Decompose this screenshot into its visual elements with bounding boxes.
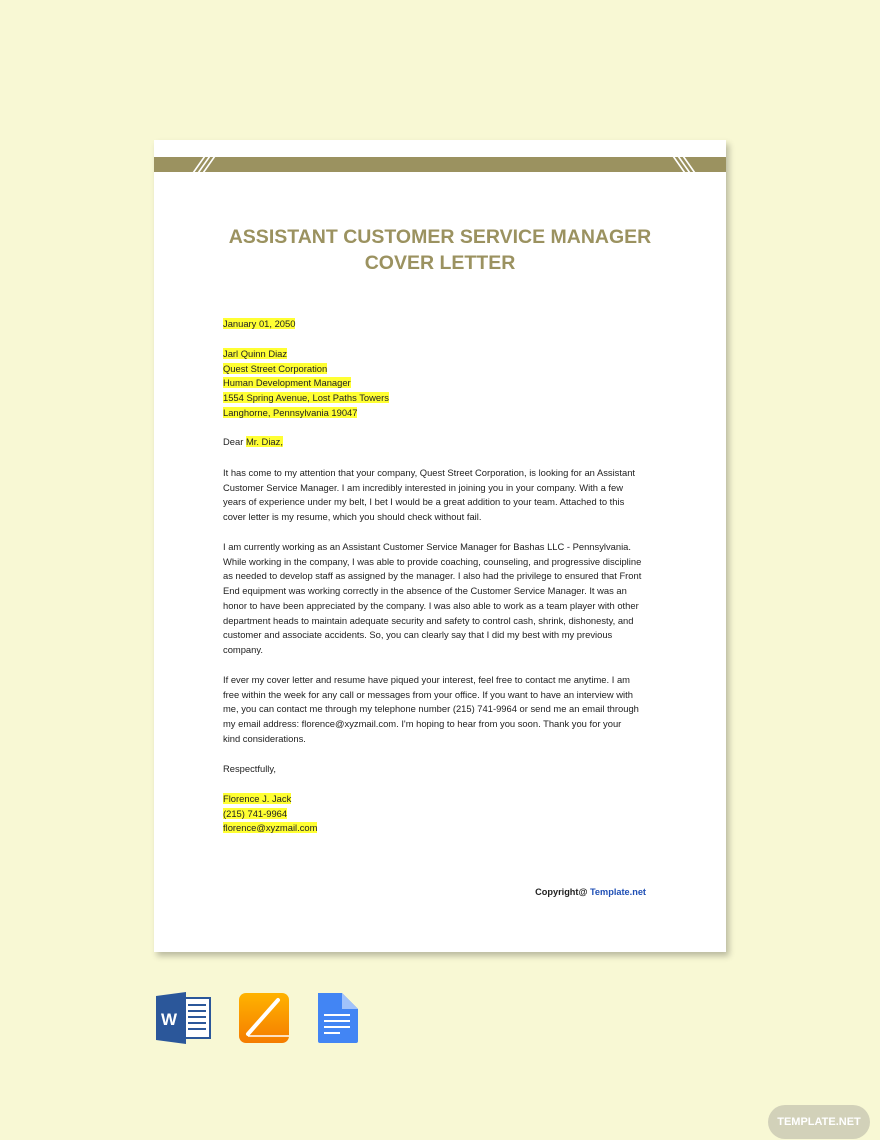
paragraph-line: If ever my cover letter and resume have piqued your interest, feel free to contact me anytime. I am xyxy=(223,674,630,685)
recipient-address: 1554 Spring Avenue, Lost Paths Towers xyxy=(223,392,389,404)
paragraph-2 xyxy=(223,540,641,658)
paragraph-line: company. xyxy=(223,643,263,655)
paragraph-line: End equipment was working correctly in the absence of the Customer Service Manager. It was an xyxy=(223,585,627,597)
paragraph-line: It has come to my attention that your company, Quest Street Corporation, is looking for an Assistant xyxy=(223,467,636,478)
recipient-company: Quest Street Corporation xyxy=(223,362,328,374)
closing: Respectfully, xyxy=(223,763,276,774)
paragraph-line: honor to have been appreciated by the company. I was also able to work as a team player with other xyxy=(223,599,639,611)
paragraph-line: years of experience under my belt, I bet I would be a great addition to your team. Attached to this xyxy=(223,496,625,508)
paragraph-line: department heads to maintain adequate security and safety to control cash, shrink, dishonesty, and xyxy=(223,614,634,626)
salutation xyxy=(223,435,283,450)
title-line: COVER LETTER xyxy=(364,252,516,274)
title-line: ASSISTANT CUSTOMER SERVICE MANAGER xyxy=(228,226,652,248)
date-text: January 01, 2050 xyxy=(223,318,296,329)
svg-text:W: W xyxy=(161,1010,178,1029)
salutation-prefix: Dear xyxy=(223,436,246,447)
recipient-city: Langhorne, Pennsylvania 19047 xyxy=(223,406,358,418)
word-icon[interactable] xyxy=(156,992,210,1044)
copyright xyxy=(535,887,646,897)
recipient-title: Human Development Manager xyxy=(223,377,351,389)
pages-icon[interactable] xyxy=(239,993,289,1043)
date xyxy=(223,317,295,332)
document-title xyxy=(154,224,726,276)
template-net-watermark: TEMPLATE.NET xyxy=(768,1105,870,1139)
paragraph-line: I am currently working as an Assistant Customer Service Manager for Bashas LLC - Pennsylvania. xyxy=(223,541,631,552)
signature-phone: (215) 741-9964 xyxy=(223,807,288,819)
paragraph-line: While working in the company, I was able to provide coaching, counseling, and progressive discipline xyxy=(223,555,642,567)
salutation-name: Mr. Diaz, xyxy=(245,436,283,447)
paragraph-line: kind considerations. xyxy=(223,732,306,744)
copyright-brand-link[interactable]: Template.net xyxy=(590,887,646,897)
paragraph-line: Customer Service Manager. I am incredibly interested in joining you in your company. With a few xyxy=(223,481,624,493)
paragraph-line: customer and associate accidents. So, you can clearly say that I did my best with my previous xyxy=(223,629,613,641)
paragraph-line: me, you can contact me through my telephone number (215) 741-9964 or send me an email through xyxy=(223,703,639,715)
signature-email: florence@xyzmail.com xyxy=(223,822,318,834)
signature-block xyxy=(223,792,317,836)
paragraph-1 xyxy=(223,466,635,525)
google-docs-icon[interactable] xyxy=(318,993,358,1043)
letter-page xyxy=(154,140,726,952)
copyright-label: Copyright@ xyxy=(535,887,590,897)
recipient-name: Jarl Quinn Diaz xyxy=(223,348,288,359)
recipient-block xyxy=(223,347,389,421)
paragraph-line: my email address: florence@xyzmail.com. I'm hoping to hear from you soon. Thank you for your xyxy=(223,718,622,730)
paragraph-line: free within the week for any call or messages from your office. If you want to have an interview with xyxy=(223,688,633,700)
paragraph-line: as needed to develop staff as assigned by the manager. I also had the privilege to ensured that Front xyxy=(223,570,642,582)
signature-name: Florence J. Jack xyxy=(223,793,292,804)
paragraph-3 xyxy=(223,673,639,747)
header-band xyxy=(154,157,726,172)
format-icons xyxy=(156,992,376,1051)
paragraph-line: cover letter is my resume, which you should check without fail. xyxy=(223,511,482,523)
